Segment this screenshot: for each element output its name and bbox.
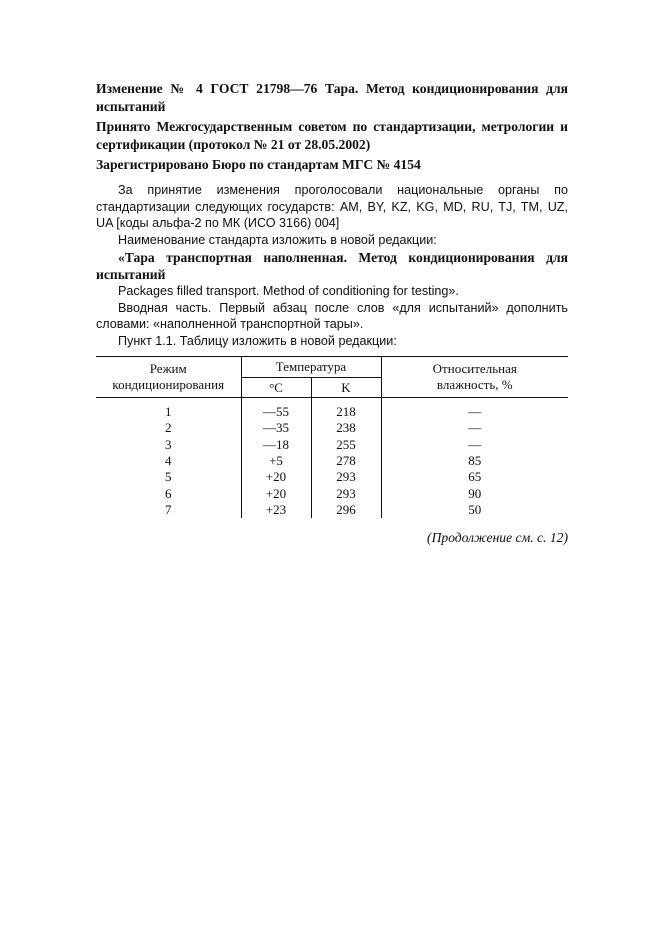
cell-kelvin: 218 <box>311 398 381 421</box>
cell-mode: 4 <box>165 453 172 469</box>
title-instruction: Наименование стандарта изложить в новой редакции: <box>118 232 437 247</box>
cell-humidity: 85 <box>381 453 568 469</box>
header-mode: Режим кондиционирования <box>96 357 241 398</box>
cell-celsius: —18 <box>241 437 311 453</box>
table-instruction: Пункт 1.1. Таблицу изложить в новой редакции: <box>118 333 397 348</box>
cell-kelvin: 278 <box>311 453 381 469</box>
cell-celsius: —55 <box>241 398 311 421</box>
cell-kelvin: 296 <box>311 502 381 518</box>
amendment-title: Изменение № 4 ГОСТ 21798—76 Тара. Метод кондиционирования для испытаний <box>96 81 568 114</box>
cell-celsius: +5 <box>241 453 311 469</box>
cell-kelvin: 238 <box>311 420 381 436</box>
cell-humidity: — <box>381 437 568 453</box>
cell-humidity: — <box>381 420 568 436</box>
cell-humidity: 90 <box>381 485 568 501</box>
header-kelvin: K <box>311 378 381 398</box>
cell-celsius: +20 <box>241 469 311 485</box>
intro-amendment: Вводная часть. Первый абзац после слов «для испытаний» дополнить словами: «наполненной транспортной тары». <box>96 300 568 331</box>
header-celsius: °C <box>241 378 311 398</box>
cell-mode: 3 <box>165 436 172 452</box>
cell-celsius: +20 <box>241 485 311 501</box>
conditioning-table <box>96 356 568 518</box>
cell-humidity: — <box>381 398 568 421</box>
cell-kelvin: 255 <box>311 437 381 453</box>
header-temperature: Температура <box>241 357 381 378</box>
cell-celsius: +23 <box>241 502 311 518</box>
document-header <box>96 80 568 174</box>
cell-mode: 6 <box>165 485 172 501</box>
registration-note: Зарегистрировано Бюро по стандартам МГС № 4154 <box>96 157 421 172</box>
cell-mode: 1 <box>165 404 172 420</box>
cell-humidity: 50 <box>381 502 568 518</box>
new-title-en: Packages filled transport. Method of conditioning for testing». <box>118 284 459 298</box>
cell-celsius: —35 <box>241 420 311 436</box>
cell-mode: 5 <box>165 469 172 485</box>
cell-humidity: 65 <box>381 469 568 485</box>
continuation-note: (Продолжение см. с. 12) <box>427 530 568 545</box>
new-title-ru: «Тара транспортная наполненная. Метод кондиционирования для испытаний <box>96 250 568 282</box>
adoption-note: Принято Межгосударственным советом по стандартизации, метрологии и сертификации (протокол № 21 от 28.05.2002) <box>96 119 568 152</box>
amendment-body <box>96 182 568 349</box>
voting-paragraph: За принятие изменения проголосовали национальные органы по стандартизации следующих государств: AM, BY, KZ, KG, MD, RU, TJ, TM, UZ, UA [коды альфа-2 по МК (ИСО 3166) 004] <box>96 183 568 230</box>
cell-mode: 2 <box>165 420 172 436</box>
header-humidity: Относительная влажность, % <box>381 357 568 398</box>
cell-mode: 7 <box>165 501 172 517</box>
cell-kelvin: 293 <box>311 485 381 501</box>
cell-kelvin: 293 <box>311 469 381 485</box>
